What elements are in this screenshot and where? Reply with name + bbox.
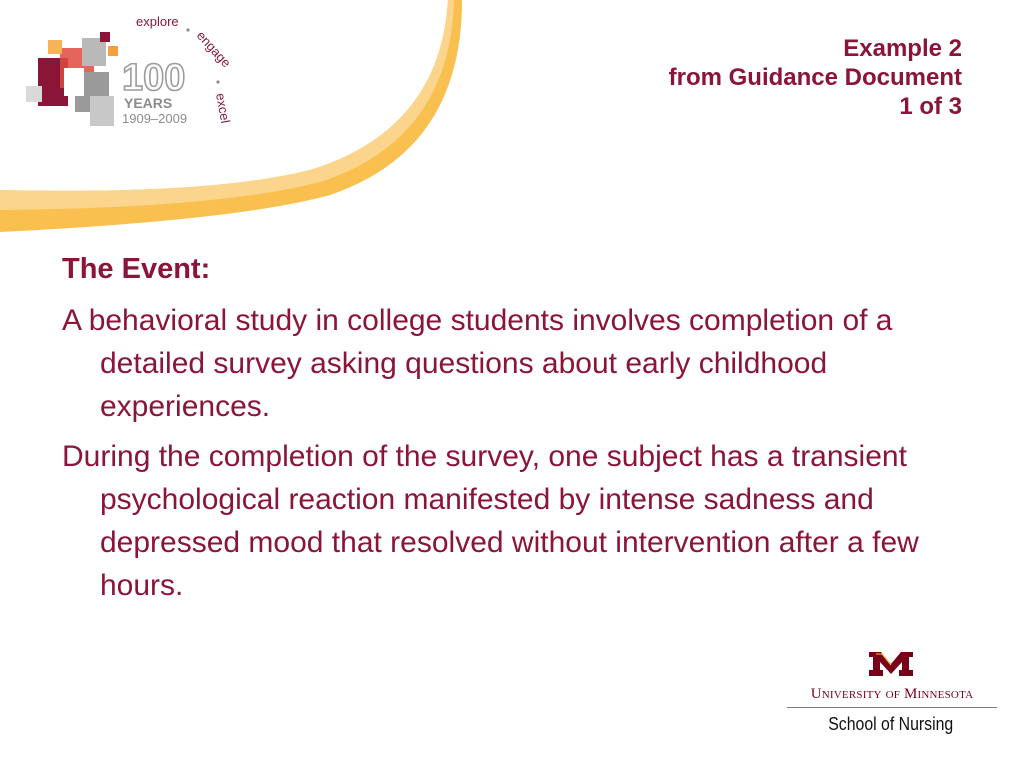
event-heading: The Event:: [62, 253, 211, 285]
school-name: School of Nursing: [828, 714, 954, 734]
event-paragraph-1: A behavioral study in college students involves completion of a detailed survey asking questions about early childhood experiences.: [62, 304, 893, 423]
logo-number: 100: [122, 57, 186, 99]
title-line-1: Example 2: [843, 35, 962, 62]
umn-logo: [785, 648, 999, 743]
slide-body: [62, 248, 972, 614]
footer-divider: [787, 707, 997, 708]
logo-word-excel: excel: [213, 91, 234, 125]
title-line-3: 1 of 3: [899, 93, 962, 120]
university-name: University of Minnesota: [810, 686, 974, 702]
logo-years: YEARS: [124, 95, 173, 111]
event-paragraph-2: During the completion of the survey, one subject has a transient psychological reaction manifested by intense sadness and depressed mood that resolved without intervention after a few hours.: [62, 440, 919, 602]
centennial-logo: [20, 10, 250, 145]
logo-word-explore: explore: [136, 14, 179, 29]
logo-range: 1909–2009: [122, 111, 188, 126]
slide-title: [669, 34, 962, 121]
block-m-icon: [867, 648, 915, 678]
logo-word-engage: engage: [193, 27, 234, 71]
title-line-2: from Guidance Document: [668, 64, 962, 91]
